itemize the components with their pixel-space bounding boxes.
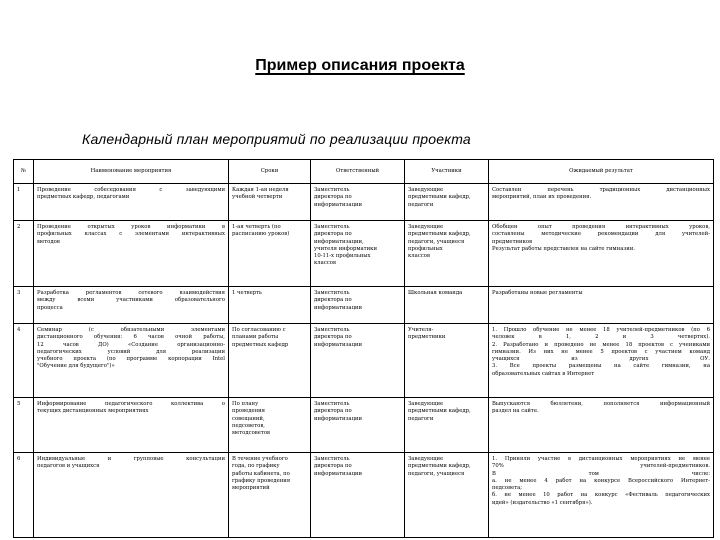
cell-line: Индивидуальные и групповые консультации — [37, 456, 225, 462]
cell-term — [229, 324, 311, 398]
cell-responsible — [311, 287, 405, 324]
cell-line: графику проведения — [232, 477, 291, 484]
cell-event — [34, 184, 229, 221]
cell-participants — [405, 453, 489, 538]
cell-line: информатизации — [314, 201, 363, 208]
cell-responsible — [311, 398, 405, 453]
cell-line: предметными кафедр, — [408, 408, 471, 415]
cell-line: директора по — [314, 297, 352, 304]
cell-line: мероприятий, план их проведения. — [492, 194, 592, 201]
cell-line: Заместитель — [314, 456, 350, 462]
cell-line: "Обучение для будущего")» — [37, 363, 115, 370]
cell-line: гимназии. Из них не менее 5 проектов с участием команд — [492, 348, 710, 355]
cell-participants — [405, 324, 489, 398]
cell-event — [34, 324, 229, 398]
cell-line: идей» (издательство «1 сентября»). — [492, 499, 593, 506]
cell-line: учебного проекта (по программе корпорации Intel — [37, 356, 225, 363]
cell-line: предметных кафедр — [232, 341, 289, 348]
header-term: Сроки — [229, 160, 311, 184]
cell-line: составлены методические рекомендации для учителей- — [492, 231, 710, 238]
table-row — [14, 453, 714, 538]
cell-line: Заведующие — [408, 224, 444, 230]
cell-term — [229, 398, 311, 453]
cell-line: педагоги, учащиеся — [408, 470, 465, 477]
cell-line: человек в 1, 2 и 3 четвертях). — [492, 334, 710, 341]
cell-line: предметных кафедр, педагогами — [37, 194, 130, 201]
cell-line: раздел на сайте. — [492, 408, 539, 415]
cell-line: Школьная команда — [408, 290, 463, 296]
cell-line: Проведение собеседования с заведующими — [37, 187, 225, 193]
cell-event — [34, 398, 229, 453]
cell-line: мероприятий — [232, 485, 270, 492]
table-header-row — [14, 160, 714, 184]
cell-line: информатизации — [314, 470, 363, 477]
header-responsible: Ответственный — [311, 160, 405, 184]
cell-line: Результат работы представлен на сайте гимназии. — [492, 245, 636, 252]
cell-line: классов — [408, 253, 430, 260]
row-number: 6 — [14, 453, 34, 538]
plan-subtitle: Календарный план мероприятий по реализации проекта — [82, 131, 471, 147]
row-number: 2 — [14, 221, 34, 287]
cell-line: Разработка регламентов сетевого взаимодействия — [37, 290, 225, 296]
cell-line: методов — [37, 238, 60, 245]
header-number: № — [14, 160, 34, 184]
cell-line: 12 часов ДО) «Создание организационно- — [37, 341, 225, 348]
cell-line: Обобщен опыт проведения интерактивных уроков, — [492, 224, 710, 230]
cell-line: 1. Приняли участие в дистанционных мероприятиях не менее — [492, 456, 710, 462]
cell-line: информатизации, — [314, 238, 364, 245]
cell-line: Заместитель — [314, 290, 350, 296]
cell-line: педагогов и учащихся — [37, 463, 100, 470]
cell-line: Заведующие — [408, 456, 444, 462]
cell-term — [229, 221, 311, 287]
cell-line: Семинар (с обязательными элементами — [37, 327, 225, 333]
cell-line: образовательных сайтах в Интернет — [492, 370, 595, 377]
cell-responsible — [311, 221, 405, 287]
cell-line: директора по — [314, 408, 352, 415]
cell-line: По согласованию с — [232, 327, 286, 333]
cell-event — [34, 287, 229, 324]
row-number: 4 — [14, 324, 34, 398]
cell-line: педагоги — [408, 201, 434, 208]
header-participants: Участники — [405, 160, 489, 184]
cell-result — [489, 453, 714, 538]
cell-line: совещаний, — [232, 415, 265, 422]
cell-line: Заместитель — [314, 327, 350, 333]
cell-line: между всеми участниками образовательного — [37, 297, 225, 304]
cell-line: профильных классах с элементами интерактивных — [37, 231, 225, 238]
cell-line: 70% учителей-предметников. — [492, 463, 710, 470]
cell-line: 3. Все проекты размещены на сайте гимназии, на — [492, 363, 710, 370]
cell-line: 2. Разработано и проведено не менее 18 проектов с учениками — [492, 341, 710, 348]
cell-participants — [405, 398, 489, 453]
table-row — [14, 324, 714, 398]
cell-term — [229, 184, 311, 221]
cell-line: директора по — [314, 231, 352, 238]
cell-responsible — [311, 324, 405, 398]
cell-line: текущих дистанционных мероприятиях — [37, 408, 149, 415]
cell-line: Заместитель — [314, 187, 350, 193]
cell-line: 1-ая четверть (по — [232, 224, 281, 230]
cell-line: Информирование педагогического коллектива о — [37, 401, 225, 407]
cell-line: педагогических условий для реализации — [37, 348, 225, 355]
cell-result — [489, 324, 714, 398]
cell-term — [229, 453, 311, 538]
cell-line: Составлен перечень традиционных дистанционных — [492, 187, 710, 193]
cell-line: Выпускаются бюллетени, пополняется информационный — [492, 401, 710, 407]
cell-line: предметными кафедр, — [408, 194, 471, 201]
cell-line: педсоветов, — [232, 422, 265, 429]
cell-line: Заместитель — [314, 401, 350, 407]
cell-line: планами работы — [232, 334, 279, 341]
cell-line: классов — [314, 260, 336, 267]
cell-line: Проведение открытых уроков информатики в — [37, 224, 225, 230]
cell-line: б. не менее 10 работ на конкурс «Фестиваль педагогических — [492, 492, 710, 499]
cell-responsible — [311, 184, 405, 221]
row-number: 3 — [14, 287, 34, 324]
cell-line: Учителя- — [408, 327, 434, 333]
header-event: Наименование мероприятия — [34, 160, 229, 184]
cell-line: предметники — [408, 334, 446, 341]
cell-line: процесса — [37, 304, 63, 311]
cell-line: методсоветов — [232, 430, 271, 437]
cell-line: учащихся из других ОУ. — [492, 356, 710, 363]
table-row — [14, 398, 714, 453]
cell-line: директора по — [314, 334, 352, 341]
cell-line: педагоги — [408, 415, 434, 422]
cell-line: учебной четверти — [232, 194, 283, 201]
row-number: 5 — [14, 398, 34, 453]
cell-result — [489, 398, 714, 453]
cell-line: По плану — [232, 401, 259, 407]
header-result: Ожидаемый результат — [489, 160, 714, 184]
cell-line: работы кабинета, по — [232, 470, 290, 477]
cell-line: 1. Прошло обучение не менее 18 учителей-предметников (по 6 — [492, 327, 710, 333]
cell-line: информатизации — [314, 415, 363, 422]
cell-line: педагоги, учащиеся — [408, 238, 465, 245]
cell-line: проведения — [232, 408, 266, 415]
cell-event — [34, 221, 229, 287]
cell-line: профильных — [408, 245, 443, 252]
cell-line: Каждая 1-ая неделя — [232, 187, 289, 193]
cell-line: 10-11-х профильных — [314, 253, 371, 260]
cell-participants — [405, 287, 489, 324]
cell-line: информатизации — [314, 341, 363, 348]
table-row — [14, 184, 714, 221]
table-row — [14, 287, 714, 324]
cell-line: В том числе: — [492, 470, 710, 477]
cell-responsible — [311, 453, 405, 538]
cell-line: а. не менее 4 работ на конкурсе Всероссийского Интернет- — [492, 477, 710, 484]
cell-line: директора по — [314, 194, 352, 201]
cell-line: расписанию уроков) — [232, 231, 290, 238]
cell-line: педсовета; — [492, 485, 523, 492]
cell-line: Разработаны новые регламенты — [492, 290, 583, 296]
cell-line: учителя информатики — [314, 245, 377, 252]
cell-line: года, по графику — [232, 463, 280, 470]
cell-line: В течение учебного — [232, 456, 288, 462]
cell-line: директора по — [314, 463, 352, 470]
cell-participants — [405, 184, 489, 221]
cell-line: дистанционного обучения: 6 часов очной работы, — [37, 334, 225, 341]
calendar-plan-table — [13, 159, 714, 538]
cell-result — [489, 287, 714, 324]
cell-event — [34, 453, 229, 538]
cell-result — [489, 221, 714, 287]
cell-line: Заведующие — [408, 401, 444, 407]
cell-line: Заведующие — [408, 187, 444, 193]
cell-line: информатизации — [314, 304, 363, 311]
cell-line: предметников — [492, 238, 533, 245]
cell-line: предметными кафедр, — [408, 463, 471, 470]
cell-term — [229, 287, 311, 324]
page-title: Пример описания проекта — [255, 57, 465, 74]
table-row — [14, 221, 714, 287]
row-number: 1 — [14, 184, 34, 221]
cell-line: предметными кафедр, — [408, 231, 471, 238]
cell-participants — [405, 221, 489, 287]
cell-line: Заместитель — [314, 224, 350, 230]
cell-result — [489, 184, 714, 221]
cell-line: 1 четверть — [232, 290, 262, 296]
